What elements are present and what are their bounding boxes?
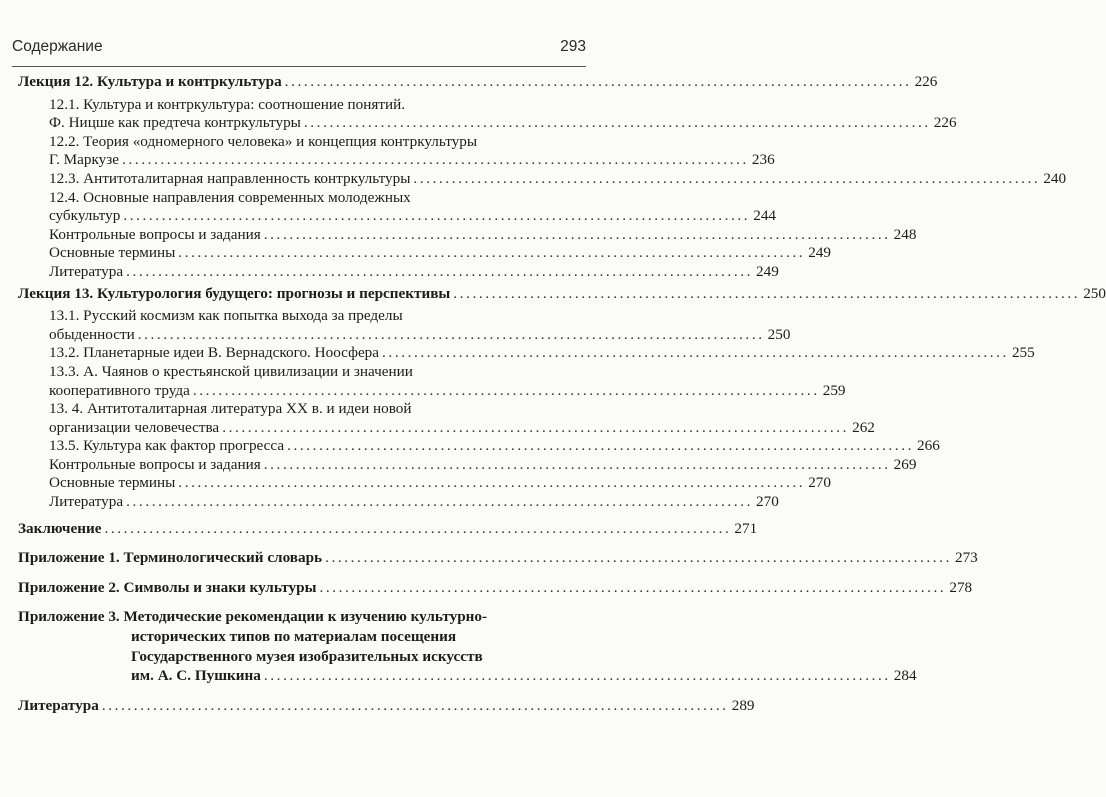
toc-entry-13-2[interactable] [18,344,1035,363]
toc-entry-page: 240 [1043,169,1067,187]
toc-entry-13-3[interactable] [18,381,846,401]
dot-leader: .................................................................................................. [123,207,751,225]
toc-entry-page: 244 [753,207,776,225]
toc-entry-appendix-2[interactable] [18,578,973,598]
toc-entry-page: 262 [852,418,875,436]
toc-entry-line [18,96,586,115]
toc-entry-line [18,133,586,152]
toc-entry-line [18,189,586,208]
toc-entry-literature[interactable] [18,696,755,716]
toc-entry-text: 12.3. Антитоталитарная направленность контркультуры [49,169,411,187]
toc-entry-title: Лекция 13. Культурология будущего: прогнозы и перспективы [18,284,451,302]
toc-entry-text: кооперативного труда [49,381,190,399]
toc-entry-title: Литература [18,696,99,714]
toc-entry-page: 226 [914,73,938,90]
toc-entry-text: 12.4. Основные направления современных молодежных [49,188,411,206]
toc-entry-12-4[interactable] [18,207,776,226]
toc-entry-page: 270 [808,474,831,492]
dot-leader: .................................................................................................. [303,114,931,132]
toc-entry-text: 13.3. А. Чаянов о крестьянской цивилизации и значении [49,362,413,380]
dot-leader: .................................................................................................. [263,455,891,473]
dot-leader: .................................................................................................. [178,474,806,492]
toc-entry-13-questions[interactable] [18,455,917,475]
toc-entry-page: 249 [808,244,831,262]
dot-leader: .................................................................................................. [413,169,1041,187]
toc-entry-text: обыденности [49,325,135,343]
dot-leader: .................................................................................................. [319,578,947,596]
toc-entry-page: 250 [1083,284,1106,302]
toc-entry-line [18,307,586,326]
toc-entry-page: 255 [1011,344,1035,362]
running-header-title: Содержание [12,38,103,55]
toc-entry-text: Литература [49,493,124,511]
toc-entry-text: организации человечества [49,418,220,436]
dot-leader: .................................................................................................. [104,519,732,537]
toc-entry-page: 273 [954,549,978,567]
toc-entry-text: Литература [49,262,124,280]
toc-entry-appendix-1[interactable] [18,549,978,568]
dot-leader: .................................................................................................. [192,381,820,399]
dot-leader: .................................................................................................. [178,244,806,262]
dot-leader: .................................................................................................. [101,696,729,714]
toc-entry-text: Контрольные вопросы и задания [49,225,261,243]
toc-entry-line [18,628,586,647]
toc-entry-13-literature[interactable] [18,493,779,512]
toc-entry-12-literature[interactable] [18,262,779,282]
toc-entry-page: 270 [756,493,779,511]
dot-leader: .................................................................................................. [325,549,952,567]
toc-entry-title: Приложение 2. Символы и знаки культуры [18,578,317,596]
dot-leader: .................................................................................................. [126,493,754,511]
toc-entry-appendix-3[interactable] [18,667,917,686]
toc-entry-line [18,608,586,627]
toc-entry-conclusion[interactable] [18,519,758,539]
toc-entry-text: 13.5. Культура как фактор прогресса [49,437,285,455]
toc-entry-page: 248 [893,225,917,243]
toc-entry-12-3[interactable] [18,169,1067,189]
toc-entry-13-5[interactable] [18,437,940,456]
dot-leader: .................................................................................................. [287,437,914,455]
toc-entry-page: 266 [917,437,940,455]
dot-leader: .................................................................................................. [137,325,765,343]
table-of-contents [18,72,1106,715]
toc-entry-page: 249 [756,262,779,280]
toc-entry-title: Приложение 1. Терминологический словарь [18,549,323,567]
dot-leader: .................................................................................................. [453,284,1081,302]
toc-entry-title: исторических типов по материалам посещения [131,628,457,646]
toc-entry-title: Приложение 3. Методические рекомендации к изучению культурно- [18,608,488,626]
toc-entry-lecture-12[interactable] [18,73,938,92]
toc-entry-13-4[interactable] [18,418,875,438]
dot-leader: .................................................................................................. [382,344,1009,362]
dot-leader: .................................................................................................. [263,225,891,243]
toc-entry-title: Государственного музея изобразительных искусств [131,647,483,665]
toc-entry-text: 12.2. Теория «одномерного человека» и концепция контркультуры [49,132,478,150]
dot-leader: .................................................................................................. [222,418,850,436]
dot-leader: .................................................................................................. [284,73,912,90]
toc-entry-line [18,400,586,419]
toc-entry-text: 12.1. Культура и контркультура: соотношение понятий. [49,95,406,113]
toc-entry-text: Г. Маркузе [49,151,119,169]
header-rule [12,66,586,67]
toc-entry-title: Заключение [18,519,102,537]
toc-entry-page: 250 [767,325,791,343]
toc-entry-12-terms[interactable] [18,244,831,263]
toc-entry-13-terms[interactable] [18,474,831,493]
toc-entry-text: 13.1. Русский космизм как попытка выхода за пределы [49,307,403,325]
toc-entry-title: им. А. С. Пушкина [131,667,261,685]
toc-entry-page: 259 [822,381,846,399]
toc-entry-text: 13. 4. Антитоталитарная литература XX в. и идеи новой [49,400,412,418]
toc-entry-page: 236 [751,151,775,169]
toc-entry-page: 226 [933,114,957,132]
toc-entry-text: Контрольные вопросы и задания [49,455,261,473]
toc-entry-text: Основные термины [49,244,176,262]
toc-entry-text: Основные термины [49,474,176,492]
toc-entry-page: 278 [949,578,973,596]
toc-entry-page: 271 [734,519,758,537]
toc-entry-line [18,363,586,382]
toc-entry-text: субкультур [49,207,121,225]
dot-leader: .................................................................................................. [122,151,749,169]
toc-entry-text: 13.2. Планетарные идеи В. Вернадского. Ноосфера [49,344,380,362]
toc-entry-text: Ф. Ницше как предтеча контркультуры [49,114,301,132]
toc-entry-12-questions[interactable] [18,225,917,245]
toc-entry-title: Лекция 12. Культура и контркультура [18,73,282,90]
toc-entry-13-1[interactable] [18,325,791,345]
toc-entry-12-2[interactable] [18,151,775,170]
dot-leader: .................................................................................................. [263,667,891,685]
toc-entry-12-1[interactable] [18,114,957,133]
dot-leader: .................................................................................................. [126,262,754,280]
toc-entry-lecture-13[interactable] [18,284,1106,304]
toc-entry-page: 284 [893,667,917,685]
running-header [12,38,586,64]
toc-entry-line [18,648,586,667]
page-number: 293 [560,38,586,55]
toc-entry-page: 269 [893,455,917,473]
toc-entry-page: 289 [731,696,755,714]
